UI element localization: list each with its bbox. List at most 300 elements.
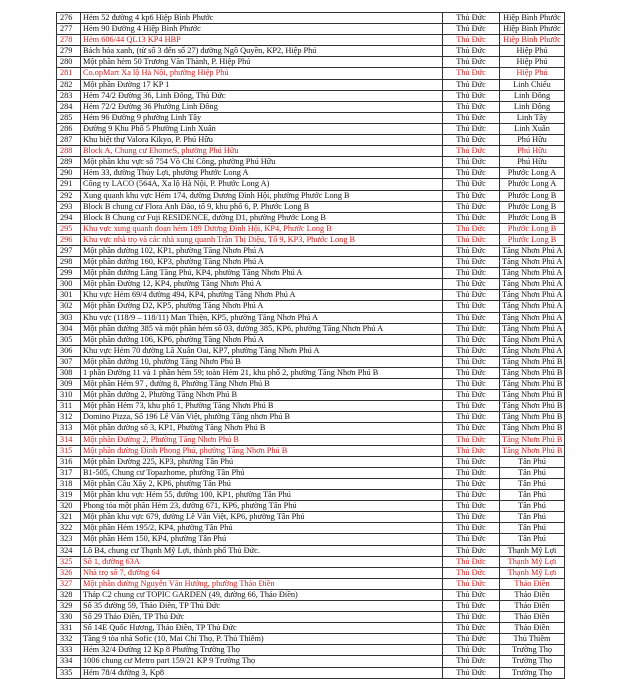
row-number: 284 (57, 101, 81, 112)
table-row (57, 379, 565, 390)
table-row (57, 634, 565, 645)
ward-cell: Tân Phú (500, 467, 565, 478)
ward-cell: Hiệp Phú (500, 46, 565, 57)
district-cell: Thủ Đức (443, 35, 500, 46)
ward-cell: Hiệp Phú (500, 57, 565, 68)
location-cell: Một phần đường Đình Phong Phú, phường Tăng Nhơn Phú B (81, 445, 443, 456)
district-cell: Thủ Đức (443, 279, 500, 290)
row-number: 330 (57, 612, 81, 623)
location-cell: Hẻm 74/2 Đường 36, Linh Đông, Thủ Đức (81, 90, 443, 101)
row-number: 323 (57, 534, 81, 545)
district-cell: Thủ Đức (443, 68, 500, 79)
district-cell: Thủ Đức (443, 379, 500, 390)
district-cell: Thủ Đức (443, 667, 500, 678)
district-cell: Thủ Đức (443, 157, 500, 168)
location-cell: Khu vực Hẻm 69/4 đường 494, KP4, phường Tăng Nhơn Phú A (81, 290, 443, 301)
district-cell: Thủ Đức (443, 645, 500, 656)
row-number: 290 (57, 168, 81, 179)
row-number: 289 (57, 157, 81, 168)
table-row (57, 212, 565, 223)
district-cell: Thủ Đức (443, 412, 500, 423)
row-number: 334 (57, 656, 81, 667)
district-cell: Thủ Đức (443, 423, 500, 434)
ward-cell: Phước Long A (500, 179, 565, 190)
district-cell: Thủ Đức (443, 79, 500, 90)
table-row (57, 556, 565, 567)
table-row (57, 57, 565, 68)
ward-cell: Tăng Nhơn Phú B (500, 390, 565, 401)
table-row (57, 168, 565, 179)
district-cell: Thủ Đức (443, 223, 500, 234)
district-cell: Thủ Đức (443, 90, 500, 101)
row-number: 325 (57, 556, 81, 567)
table-row (57, 578, 565, 589)
district-cell: Thủ Đức (443, 46, 500, 57)
ward-cell: Phước Long B (500, 190, 565, 201)
location-cell: Domino Pizza, Số 196 Lê Văn Việt, phường Tăng nhơn Phú B (81, 412, 443, 423)
ward-cell: Tăng Nhơn Phú B (500, 445, 565, 456)
location-cell: Một phần Hẻm 150, KP4, phường Tân Phú (81, 534, 443, 545)
district-cell: Thủ Đức (443, 623, 500, 634)
table-row (57, 257, 565, 268)
location-cell: Xung quanh khu vực Hẻm 174, đường Dương Đình Hội, phường Phước Long B (81, 190, 443, 201)
ward-cell: Trường Thọ (500, 667, 565, 678)
row-number: 279 (57, 46, 81, 57)
location-cell: Một phần hẻm 50 Trương Văn Thành, P. Hiệp Phú (81, 57, 443, 68)
table-row (57, 412, 565, 423)
location-cell: Hẻm 33, đường Thủy Lợi, phường Phước Long A (81, 168, 443, 179)
district-cell: Thủ Đức (443, 656, 500, 667)
ward-cell: Phước Long B (500, 201, 565, 212)
table-row (57, 667, 565, 678)
district-cell: Thủ Đức (443, 589, 500, 600)
district-cell: Thủ Đức (443, 467, 500, 478)
table-row (57, 434, 565, 445)
row-number: 281 (57, 68, 81, 79)
location-cell: Một phần Đường 12, KP4, phường Tăng Nhơn Phú A (81, 279, 443, 290)
district-cell: Thủ Đức (443, 101, 500, 112)
table-row (57, 401, 565, 412)
location-cell: Hẻm 52 đường 4 kp6 Hiệp Bình Phước (81, 13, 443, 24)
ward-cell: Linh Xuân (500, 123, 565, 134)
location-cell: Co.opMart Xa lộ Hà Nội, phường Hiệp Phú (81, 68, 443, 79)
table-row (57, 123, 565, 134)
ward-cell: Thạnh Mỹ Lợi (500, 545, 565, 556)
table-row (57, 46, 565, 57)
location-cell: Khu biệt thự Valora Kikyo, P. Phú Hữu (81, 135, 443, 146)
table-row (57, 612, 565, 623)
ward-cell: Phú Hữu (500, 146, 565, 157)
table-row (57, 600, 565, 611)
lockdown-area-table (56, 12, 565, 679)
row-number: 293 (57, 201, 81, 212)
district-cell: Thủ Đức (443, 456, 500, 467)
table-row (57, 268, 565, 279)
district-cell: Thủ Đức (443, 13, 500, 24)
table-row (57, 623, 565, 634)
location-cell: Một phần Cầu Xây 2, KP6, phường Tân Phú (81, 478, 443, 489)
table-row (57, 356, 565, 367)
location-cell: Khu vực Hẻm 70 đường Lã Xuân Oai, KP7, phường Tăng Nhơn Phú A (81, 345, 443, 356)
table-row (57, 534, 565, 545)
row-number: 300 (57, 279, 81, 290)
ward-cell: Thảo Điền (500, 623, 565, 634)
table-row (57, 68, 565, 79)
ward-cell: Tân Phú (500, 501, 565, 512)
row-number: 297 (57, 245, 81, 256)
row-number: 316 (57, 456, 81, 467)
table-row (57, 279, 565, 290)
table-row (57, 90, 565, 101)
ward-cell: Phước Long A (500, 168, 565, 179)
location-cell: Một phần Đường D2, KP5, phường Tăng Nhơn Phú A (81, 301, 443, 312)
ward-cell: Tăng Nhơn Phú A (500, 268, 565, 279)
ward-cell: Tăng Nhơn Phú A (500, 245, 565, 256)
ward-cell: Tăng Nhơn Phú A (500, 279, 565, 290)
location-cell: Block A, Chung cư EhomeS, phường Phú Hữu (81, 146, 443, 157)
location-cell: Phong tỏa một phần Hẻm 23, đường 671, KP6, phường Tân Phú (81, 501, 443, 512)
location-cell: Số 29 Thảo Điền, TP Thủ Đức (81, 612, 443, 623)
location-cell: Một phần Đường 17 KP 1 (81, 79, 443, 90)
ward-cell: Tân Phú (500, 523, 565, 534)
location-cell: Một phần Hẻm 73, khu phố 1, Phường Tăng Nhơn Phú B (81, 401, 443, 412)
ward-cell: Linh Đông (500, 101, 565, 112)
row-number: 280 (57, 57, 81, 68)
district-cell: Thủ Đức (443, 24, 500, 35)
location-cell: Một phần Hẻm 97 , đường 8, Phường Tăng Nhơn Phú B (81, 379, 443, 390)
row-number: 329 (57, 600, 81, 611)
ward-cell: Hiệp Bình Phước (500, 35, 565, 46)
location-cell: Hẻm 606/44 QL13 KP4 HBP (81, 35, 443, 46)
row-number: 302 (57, 301, 81, 312)
location-cell: Một phần đường số 3, KP1, Phường Tăng Nhơn Phú B (81, 423, 443, 434)
ward-cell: Phú Hữu (500, 135, 565, 146)
table-body (57, 13, 565, 679)
ward-cell: Tăng Nhơn Phú A (500, 301, 565, 312)
district-cell: Thủ Đức (443, 245, 500, 256)
ward-cell: Tăng Nhơn Phú B (500, 368, 565, 379)
row-number: 288 (57, 146, 81, 157)
location-cell: Một phần đường 160, KP3, phường Tăng Nhơn Phú A (81, 257, 443, 268)
ward-cell: Tăng Nhơn Phú B (500, 434, 565, 445)
table-row (57, 201, 565, 212)
district-cell: Thủ Đức (443, 323, 500, 334)
row-number: 322 (57, 523, 81, 534)
district-cell: Thủ Đức (443, 401, 500, 412)
ward-cell: Tân Phú (500, 512, 565, 523)
district-cell: Thủ Đức (443, 268, 500, 279)
row-number: 314 (57, 434, 81, 445)
row-number: 311 (57, 401, 81, 412)
location-cell: Công ty LACO (564A, Xa lộ Hà Nội, P. Phước Long A) (81, 179, 443, 190)
ward-cell: Thảo Điền (500, 612, 565, 623)
district-cell: Thủ Đức (443, 312, 500, 323)
table-row (57, 24, 565, 35)
row-number: 303 (57, 312, 81, 323)
ward-cell: Trường Thọ (500, 656, 565, 667)
table-row (57, 390, 565, 401)
district-cell: Thủ Đức (443, 190, 500, 201)
table-row (57, 445, 565, 456)
ward-cell: Phước Long B (500, 223, 565, 234)
row-number: 335 (57, 667, 81, 678)
district-cell: Thủ Đức (443, 201, 500, 212)
district-cell: Thủ Đức (443, 390, 500, 401)
row-number: 306 (57, 345, 81, 356)
row-number: 319 (57, 490, 81, 501)
district-cell: Thủ Đức (443, 257, 500, 268)
district-cell: Thủ Đức (443, 567, 500, 578)
location-cell: Khu vực nhà trọ và các nhà xung quanh Trần Thị Diệu, Tổ 9, KP3, Phước Long B (81, 234, 443, 245)
district-cell: Thủ Đức (443, 545, 500, 556)
table-row (57, 101, 565, 112)
location-cell: Một phần đường 2, Phường Tăng Nhơn Phú B (81, 390, 443, 401)
row-number: 326 (57, 567, 81, 578)
district-cell: Thủ Đức (443, 534, 500, 545)
district-cell: Thủ Đức (443, 146, 500, 157)
district-cell: Thủ Đức (443, 345, 500, 356)
ward-cell: Thảo Điền (500, 600, 565, 611)
table-row (57, 456, 565, 467)
ward-cell: Tăng Nhơn Phú A (500, 312, 565, 323)
ward-cell: Tăng Nhơn Phú B (500, 401, 565, 412)
district-cell: Thủ Đức (443, 301, 500, 312)
row-number: 331 (57, 623, 81, 634)
location-cell: Hẻm 78/4 đường 3, Kp8 (81, 667, 443, 678)
location-cell: Tháp C2 chung cư TOPIC GARDEN (49, đường 66, Thảo Điền) (81, 589, 443, 600)
ward-cell: Thạnh Mỹ Lợi (500, 556, 565, 567)
row-number: 310 (57, 390, 81, 401)
table-row (57, 223, 565, 234)
ward-cell: Tăng Nhơn Phú A (500, 334, 565, 345)
row-number: 294 (57, 212, 81, 223)
row-number: 282 (57, 79, 81, 90)
ward-cell: Tăng Nhơn Phú B (500, 379, 565, 390)
table-row (57, 79, 565, 90)
row-number: 286 (57, 123, 81, 134)
row-number: 332 (57, 634, 81, 645)
table-row (57, 345, 565, 356)
table-row (57, 490, 565, 501)
ward-cell: Tân Phú (500, 490, 565, 501)
ward-cell: Tăng Nhơn Phú A (500, 345, 565, 356)
district-cell: Thủ Đức (443, 334, 500, 345)
location-cell: Lô B4, chung cư Thạnh Mỹ Lợi, thành phố Thủ Đức. (81, 545, 443, 556)
row-number: 308 (57, 368, 81, 379)
location-cell: Một phần đường 102, KP1, phường Tăng Nhơn Phú A (81, 245, 443, 256)
location-cell: Hẻm 90 Đường 4 Hiệp Bình Phước (81, 24, 443, 35)
location-cell: Bách hóa xanh, (từ số 3 đến số 27) đường Ngô Quyền, KP2, Hiệp Phú (81, 46, 443, 57)
table-row (57, 368, 565, 379)
row-number: 305 (57, 334, 81, 345)
location-cell: Một phần đường Lãng Tăng Phú, KP4, phường Tăng Nhơn Phú A (81, 268, 443, 279)
ward-cell: Thảo Điền (500, 589, 565, 600)
row-number: 327 (57, 578, 81, 589)
district-cell: Thủ Đức (443, 523, 500, 534)
row-number: 299 (57, 268, 81, 279)
location-cell: Đường 9 Khu Phố 5 Phường Linh Xuân (81, 123, 443, 134)
row-number: 312 (57, 412, 81, 423)
district-cell: Thủ Đức (443, 57, 500, 68)
row-number: 298 (57, 257, 81, 268)
ward-cell: Tăng Nhơn Phú B (500, 423, 565, 434)
district-cell: Thủ Đức (443, 290, 500, 301)
table-row (57, 157, 565, 168)
location-cell: Block B chung cư Flora Anh Đào, tổ 9, khu phố 6, P. Phước Long B (81, 201, 443, 212)
location-cell: Một phần Đường 2, Phường Tăng Nhơn Phú B (81, 434, 443, 445)
row-number: 292 (57, 190, 81, 201)
table-row (57, 645, 565, 656)
row-number: 304 (57, 323, 81, 334)
district-cell: Thủ Đức (443, 612, 500, 623)
ward-cell: Phước Long B (500, 234, 565, 245)
table-row (57, 334, 565, 345)
location-cell: Số 1, đường 63A (81, 556, 443, 567)
row-number: 278 (57, 35, 81, 46)
district-cell: Thủ Đức (443, 634, 500, 645)
ward-cell: Linh Đông (500, 90, 565, 101)
ward-cell: Tăng Nhơn Phú B (500, 356, 565, 367)
row-number: 307 (57, 356, 81, 367)
district-cell: Thủ Đức (443, 578, 500, 589)
row-number: 318 (57, 478, 81, 489)
district-cell: Thủ Đức (443, 445, 500, 456)
row-number: 301 (57, 290, 81, 301)
ward-cell: Linh Tây (500, 112, 565, 123)
district-cell: Thủ Đức (443, 179, 500, 190)
row-number: 296 (57, 234, 81, 245)
district-cell: Thủ Đức (443, 501, 500, 512)
ward-cell: Linh Chiểu (500, 79, 565, 90)
row-number: 328 (57, 589, 81, 600)
location-cell: Số 35 đường 59, Thảo Điền, TP Thủ Đức (81, 600, 443, 611)
row-number: 277 (57, 24, 81, 35)
table-row (57, 523, 565, 534)
table-row (57, 323, 565, 334)
ward-cell: Tăng Nhơn Phú A (500, 290, 565, 301)
location-cell: Hẻm 72/2 Đường 36 Phường Linh Đông (81, 101, 443, 112)
ward-cell: Tân Phú (500, 534, 565, 545)
ward-cell: Phú Hữu (500, 157, 565, 168)
table-row (57, 467, 565, 478)
location-cell: Một phần Hẻm 195/2, KP4, phường Tân Phú (81, 523, 443, 534)
row-number: 313 (57, 423, 81, 434)
row-number: 317 (57, 467, 81, 478)
table-row (57, 35, 565, 46)
table-row (57, 512, 565, 523)
table-row (57, 567, 565, 578)
table-row (57, 135, 565, 146)
location-cell: Một phần khu vực 679, đường Lê Văn Việt, KP6, phường Tân Phú (81, 512, 443, 523)
location-cell: Block B Chung cư Fuji RESIDENCE, đường D1, phường Phước Long B (81, 212, 443, 223)
location-cell: Số 14E Quốc Hương, Thảo Điền, TP Thủ Đức (81, 623, 443, 634)
ward-cell: Trường Thọ (500, 645, 565, 656)
ward-cell: Hiệp Phú (500, 68, 565, 79)
ward-cell: Thạnh Mỹ Lợi (500, 567, 565, 578)
district-cell: Thủ Đức (443, 368, 500, 379)
ward-cell: Phước Long B (500, 212, 565, 223)
district-cell: Thủ Đức (443, 123, 500, 134)
table-row (57, 290, 565, 301)
district-cell: Thủ Đức (443, 356, 500, 367)
location-cell: Khu vực xung quanh đoạn hẻm 189 Dương Đình Hội, KP4, Phước Long B (81, 223, 443, 234)
ward-cell: Tăng Nhơn Phú B (500, 412, 565, 423)
row-number: 291 (57, 179, 81, 190)
location-cell: Khu vực (118/9 – 118/11) Man Thiện, KP5, phường Tăng Nhơn Phú A (81, 312, 443, 323)
ward-cell: Tăng Nhơn Phú A (500, 323, 565, 334)
location-cell: Một phần Đường 225, KP3, phường Tân Phú (81, 456, 443, 467)
district-cell: Thủ Đức (443, 478, 500, 489)
table-row (57, 13, 565, 24)
row-number: 276 (57, 13, 81, 24)
location-cell: Một phần khu vực số 754 Võ Chí Công, phường Phú Hữu (81, 157, 443, 168)
table-row (57, 545, 565, 556)
ward-cell: Tân Phú (500, 456, 565, 467)
location-cell: Một phần đường 106, KP6, phường Tăng Nhơn Phú A (81, 334, 443, 345)
ward-cell: Tân Phú (500, 478, 565, 489)
district-cell: Thủ Đức (443, 434, 500, 445)
ward-cell: Hiệp Bình Phước (500, 13, 565, 24)
table-row (57, 190, 565, 201)
table-row (57, 301, 565, 312)
ward-cell: Thảo Điền (500, 578, 565, 589)
table-row (57, 312, 565, 323)
row-number: 295 (57, 223, 81, 234)
table-row (57, 112, 565, 123)
ward-cell: Thủ Thiêm (500, 634, 565, 645)
location-cell: Hẻm 32/4 Đường 12 Kp 8 Phường Trường Thọ (81, 645, 443, 656)
row-number: 309 (57, 379, 81, 390)
row-number: 321 (57, 512, 81, 523)
district-cell: Thủ Đức (443, 490, 500, 501)
district-cell: Thủ Đức (443, 512, 500, 523)
location-cell: Một phần đường 385 và một phần hẻm số 03, đường 385, KP6, phường Tăng Nhơn Phú A (81, 323, 443, 334)
table-row (57, 501, 565, 512)
table-row (57, 234, 565, 245)
district-cell: Thủ Đức (443, 135, 500, 146)
table-row (57, 656, 565, 667)
location-cell: 1 phần Đường 11 và 1 phần hẻm 59; toàn Hẻm 21, khu phố 2, phường Tăng Nhơn Phú B (81, 368, 443, 379)
row-number: 315 (57, 445, 81, 456)
row-number: 287 (57, 135, 81, 146)
location-cell: B1-505, Chung cư Topazhome, phường Tân Phú (81, 467, 443, 478)
location-cell: Một phần khu vực Hẻm 55, đường 100, KP1, phường Tân Phú (81, 490, 443, 501)
row-number: 285 (57, 112, 81, 123)
row-number: 320 (57, 501, 81, 512)
ward-cell: Hiệp Bình Phước (500, 24, 565, 35)
table-row (57, 146, 565, 157)
district-cell: Thủ Đức (443, 212, 500, 223)
district-cell: Thủ Đức (443, 600, 500, 611)
district-cell: Thủ Đức (443, 168, 500, 179)
table-row (57, 245, 565, 256)
ward-cell: Tăng Nhơn Phú A (500, 257, 565, 268)
location-cell: Tầng 9 tòa nhà Sofic (10, Mai Chí Thọ, P. Thủ Thiêm) (81, 634, 443, 645)
district-cell: Thủ Đức (443, 556, 500, 567)
row-number: 324 (57, 545, 81, 556)
location-cell: Nhà trọ số 7, đường 64 (81, 567, 443, 578)
location-cell: Hẻm 96 Đường 9 phường Linh Tây (81, 112, 443, 123)
row-number: 333 (57, 645, 81, 656)
table-row (57, 179, 565, 190)
table-row (57, 589, 565, 600)
table-row (57, 423, 565, 434)
row-number: 283 (57, 90, 81, 101)
table-row (57, 478, 565, 489)
location-cell: Một phần đường 10, phường Tăng Nhơn Phú B (81, 356, 443, 367)
district-cell: Thủ Đức (443, 234, 500, 245)
location-cell: 1006 chung cư Metro part 159/21 KP 9 Trường Thọ (81, 656, 443, 667)
